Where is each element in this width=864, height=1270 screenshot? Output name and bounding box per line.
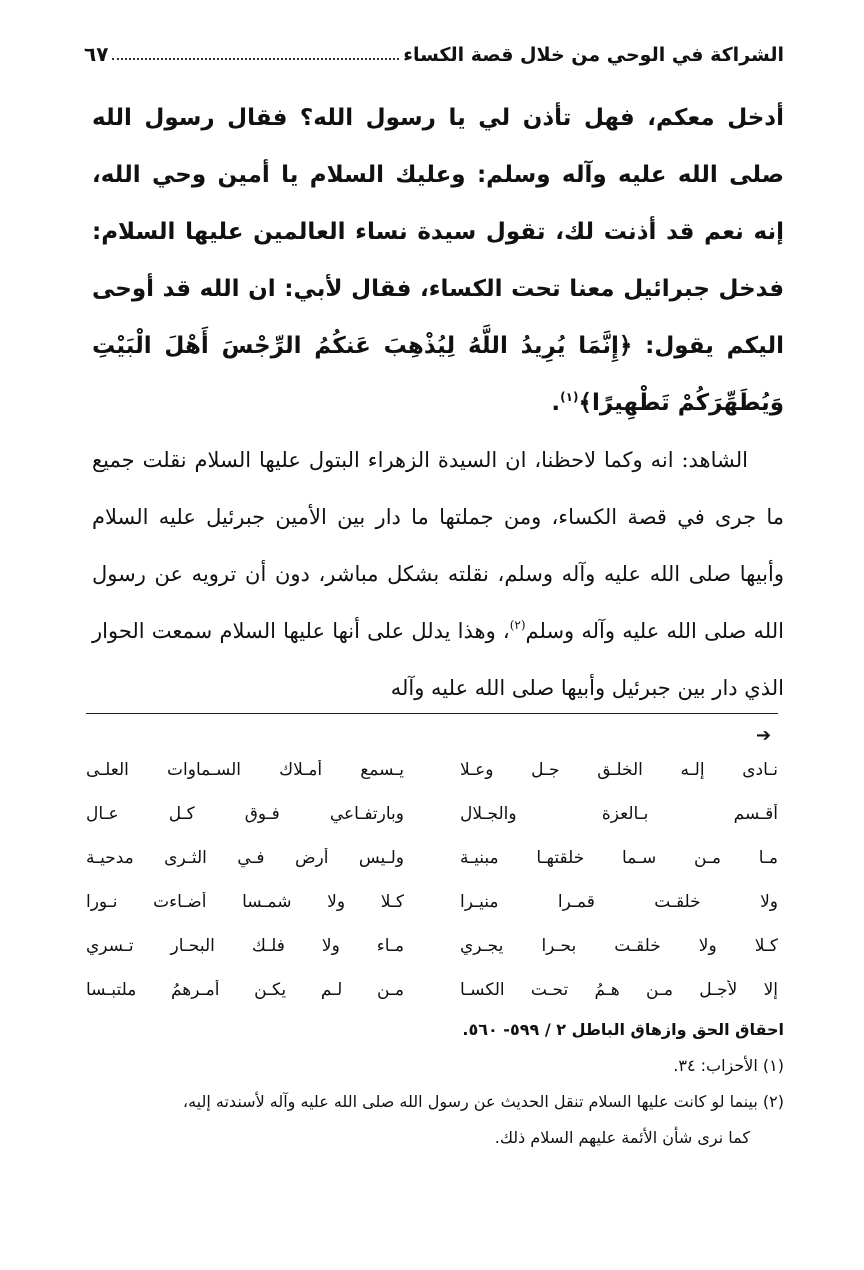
running-header-title: الشراكة في الوحي من خلال قصة الكساء [403,44,784,66]
verse-first-hemistich: ولا خلقـت قمـرا منيـرا [460,892,778,912]
footnote-2-continuation: كما نرى شأن الأئمة عليهم السلام ذلك. [494,1128,750,1147]
poem-verse [86,968,778,1012]
poem [86,748,778,1012]
footnote-marker-1: (١) [560,390,579,404]
poem-verse [86,748,778,792]
verse-second-hemistich: كـلا ولا شمـسا أضـاءت نـورا [86,892,404,912]
verse-second-hemistich: مـاء ولا فلـك البحـار تـسري [86,936,404,956]
verse-second-hemistich: يـسمع أمـلاك السـماوات العلـى [86,760,404,780]
footnote-2: (٢) بينما لو كانت عليها السلام تنقل الحديث عن رسول الله صلى الله عليه وآله لأسندته إليه، [182,1092,784,1111]
quran-verse: ﴿إِنَّمَا يُرِيدُ اللَّهُ لِيُذْهِبَ عَنكُمُ الرِّجْسَ أَهْلَ الْبَيْتِ وَيُطَهِّرَكُمْ تَطْهِيرًا﴾ [92,333,784,416]
footnotes [86,1012,784,1156]
poem-verse [86,836,778,880]
verse-first-hemistich: إلا لأجـل مـن هـمُ تحـت الكسـا [460,980,778,1000]
paragraph-evidence [92,432,784,717]
continued-arrow-icon: ➔ [756,725,772,746]
paragraph-evidence-end: ، وهذا يدلل على أنها عليها السلام سمعت الحوار الذي دار بين جبرئيل وأبيها صلى الله عليه وآله [92,619,784,700]
footnote-separator [86,713,778,714]
source-citation: احقاق الحق وازهاق الباطل ٢ / ٥٩٩- ٥٦٠. [462,1020,784,1039]
verse-first-hemistich: كـلا ولا خلقـت بحـرا يجـري [460,936,778,956]
dot-leader [112,57,399,60]
verse-first-hemistich: أقـسم بـالعزة والجـلال [460,804,778,824]
paragraph-dialogue [92,90,784,432]
footnote-marker-2: (٢) [509,618,526,632]
main-text-block [92,90,784,717]
verse-second-hemistich: مـن لـم يكـن أمـرهمُ ملتبـسا [86,980,404,1000]
footnote-1: (١) الأحزاب: ٣٤. [673,1056,784,1075]
poem-verse [86,880,778,924]
page-number: ٦٧ [84,42,109,66]
paragraph-dialogue-end: . [551,390,561,416]
verse-second-hemistich: وبارتفـاعي فـوق كـل عـال [86,804,404,824]
verse-second-hemistich: ولـيس أرض فـي الثـرى مدحيـة [86,848,404,868]
poem-verse [86,924,778,968]
poem-verse [86,792,778,836]
paragraph-evidence-text: الشاهد: انه وكما لاحظنا، ان السيدة الزهراء البتول عليها السلام نقلت جميع ما جرى في قصة الكساء، ومن جملتها ما دار بين الأمين جبرئيل عليه السلام وأبيها صلى الله عليه وآله وسلم، نقلته بشكل مباشر، دون أن ترويه عن رسول الله صلى الله عليه وآله وسلم [92,448,784,643]
verse-first-hemistich: نـادى إلـه الخلـق جـل وعـلا [460,760,778,780]
verse-first-hemistich: مـا مـن سـما خلقتهـا مبنيـة [460,848,778,868]
paragraph-dialogue-text: أدخل معكم، فهل تأذن لي يا رسول الله؟ فقال رسول الله صلى الله عليه وآله وسلم: وعليك السلام يا أمين وحي الله، إنه نعم قد أذنت لك، تقول سيدة نساء العالمين عليها السلام: فدخل جبرائيل معنا تحت الكساء، فقال لأبي: ان الله قد أوحى اليكم يقول: [92,105,784,359]
running-header [84,30,784,66]
